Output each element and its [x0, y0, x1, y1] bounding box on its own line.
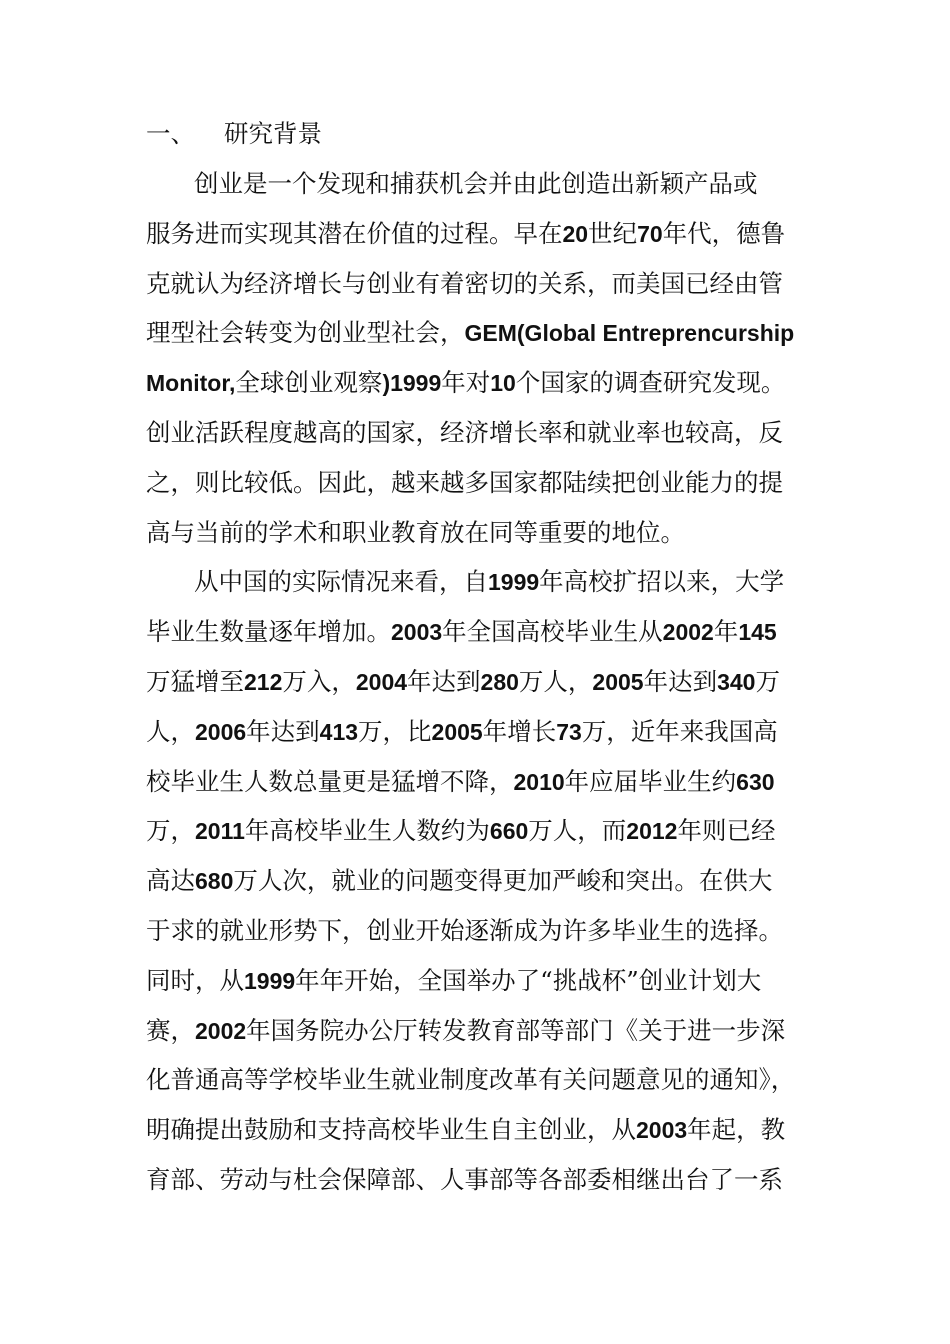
text-run: 年国务院办公厅转发教育部等部门《关于进一步深: [246, 1015, 786, 1045]
number-run: 1999: [244, 967, 296, 994]
text-run: 全球创业观察: [235, 368, 383, 398]
text-line: [146, 811, 775, 851]
text-line: [146, 1011, 785, 1051]
text-line: [146, 712, 778, 752]
text-line: [146, 762, 775, 802]
text-line: [146, 463, 783, 503]
text-line: [146, 911, 783, 951]
number-run: 212: [244, 669, 283, 695]
text-run: 年达到: [407, 667, 481, 696]
number-run: 2003: [391, 619, 443, 646]
text-run: 明确提出鼓励和支持高校毕业生自主创业，从: [146, 1115, 636, 1145]
number-run: 1999: [488, 569, 540, 596]
number-run: 630: [736, 768, 775, 795]
number-run: 2011: [195, 818, 245, 845]
text-run: 人，: [146, 716, 195, 746]
text-run: 年年开始，全国举办了“挑战杯”创业计划大: [295, 965, 762, 995]
section-title: 研究背景: [224, 119, 322, 148]
text-run: 年高校毕业生人数约为: [244, 816, 490, 846]
number-run: 2005: [431, 718, 483, 745]
text-line: [146, 1160, 783, 1200]
text-line: [146, 313, 794, 353]
text-run: 个国家的调查研究发现。: [515, 368, 786, 398]
text-run: 万人次，就业的问题变得更加严峻和突出。在供大: [233, 866, 773, 896]
number-run: 2006: [195, 718, 247, 745]
text-line: [146, 413, 783, 453]
number-run: 2002: [195, 1017, 247, 1044]
text-run: 赛，: [146, 1015, 195, 1045]
text-run: 万人，: [518, 667, 593, 696]
number-run: 660: [489, 818, 529, 845]
text-line: [146, 961, 761, 1001]
number-run: 680: [195, 868, 234, 895]
text-line: [146, 612, 777, 652]
number-run: 2012: [626, 818, 678, 845]
text-run: 世纪: [588, 218, 638, 248]
text-run: 万人，而: [528, 816, 627, 846]
text-run: 之，则比较低。因此，越来越多国家都陆续把创业能力的提: [146, 467, 783, 497]
number-run: 413: [319, 718, 359, 745]
text-run: 化普通高等学校毕业生就业制度改革有关问题意见的通知》，: [146, 1065, 796, 1095]
text-line: [146, 363, 785, 403]
number-run: 2002: [662, 619, 714, 646]
number-run: 2004: [355, 669, 408, 695]
text-run: 年应届毕业生约: [564, 766, 737, 796]
text-line: [146, 662, 780, 702]
text-line: [146, 513, 685, 553]
text-run: 万，: [146, 816, 195, 846]
text-line: [146, 214, 785, 254]
text-run: 年高校扩招以来，大学: [539, 567, 785, 597]
text-run: 毕业生数量逐年增加。: [146, 617, 391, 647]
text-line: [146, 861, 772, 901]
number-run: Monitor,: [146, 370, 236, 397]
number-run: GEM(Global Entreprencurship: [464, 320, 795, 347]
text-run: 克就认为经济增长与创业有着密切的关系，而美国已经由管: [146, 268, 783, 298]
text-run: 万: [755, 667, 780, 696]
number-run: )1999: [382, 370, 442, 397]
number-run: 2003: [636, 1117, 688, 1144]
text-run: 创业活跃程度越高的国家，经济增长率和就业率也较高，反: [146, 418, 783, 447]
section-number: 一、: [146, 119, 195, 148]
text-run: 年代，德鲁: [662, 218, 786, 248]
text-run: 万，比: [358, 716, 432, 746]
number-run: 145: [738, 619, 777, 646]
text-run: 创业是一个发现和捕获机会并由此创造出新颖产品或: [194, 169, 758, 198]
text-run: 万，近年来我国高: [581, 716, 778, 746]
text-run: 育部、劳动与杜会保障部、人事部等各部委相继出台了一系: [146, 1165, 783, 1194]
text-run: 年全国高校毕业生从: [442, 617, 663, 647]
text-run: 年对: [441, 368, 491, 398]
number-run: 20: [562, 220, 589, 247]
text-run: 万猛增至: [146, 667, 244, 696]
text-line: [146, 1110, 785, 1150]
number-run: 73: [556, 718, 582, 745]
text-run: 年达到: [643, 667, 718, 696]
text-run: 年达到: [246, 716, 320, 746]
text-run: 高达: [146, 866, 195, 896]
text-line: [194, 562, 784, 602]
number-run: 10: [490, 370, 516, 397]
text-run: 年则已经: [677, 816, 776, 846]
text-run: 于求的就业形势下，创业开始逐渐成为许多毕业生的选择。: [146, 916, 783, 945]
text-run: 服务进而实现其潜在价值的过程。早在: [146, 218, 563, 248]
number-run: 2005: [592, 669, 644, 695]
text-run: 年增长: [482, 716, 557, 746]
text-run: 万入，: [282, 667, 356, 696]
text-run: 年: [713, 617, 739, 647]
text-run: 年起，教: [687, 1115, 786, 1145]
text-line: [146, 264, 783, 304]
text-run: 校毕业生人数总量更是猛增不降，: [146, 766, 514, 796]
text-run: 同时，从: [146, 965, 244, 995]
text-line: [194, 164, 758, 204]
text-run: 高与当前的学术和职业教育放在同等重要的地位。: [146, 517, 685, 547]
text-line: [146, 1060, 795, 1100]
number-run: 340: [717, 669, 756, 695]
number-run: 2010: [513, 768, 565, 795]
number-run: 70: [637, 220, 663, 247]
number-run: 280: [480, 669, 519, 695]
text-run: 理型社会转变为创业型社会，: [146, 318, 465, 348]
text-run: 从中国的实际情况来看，自: [194, 567, 488, 597]
